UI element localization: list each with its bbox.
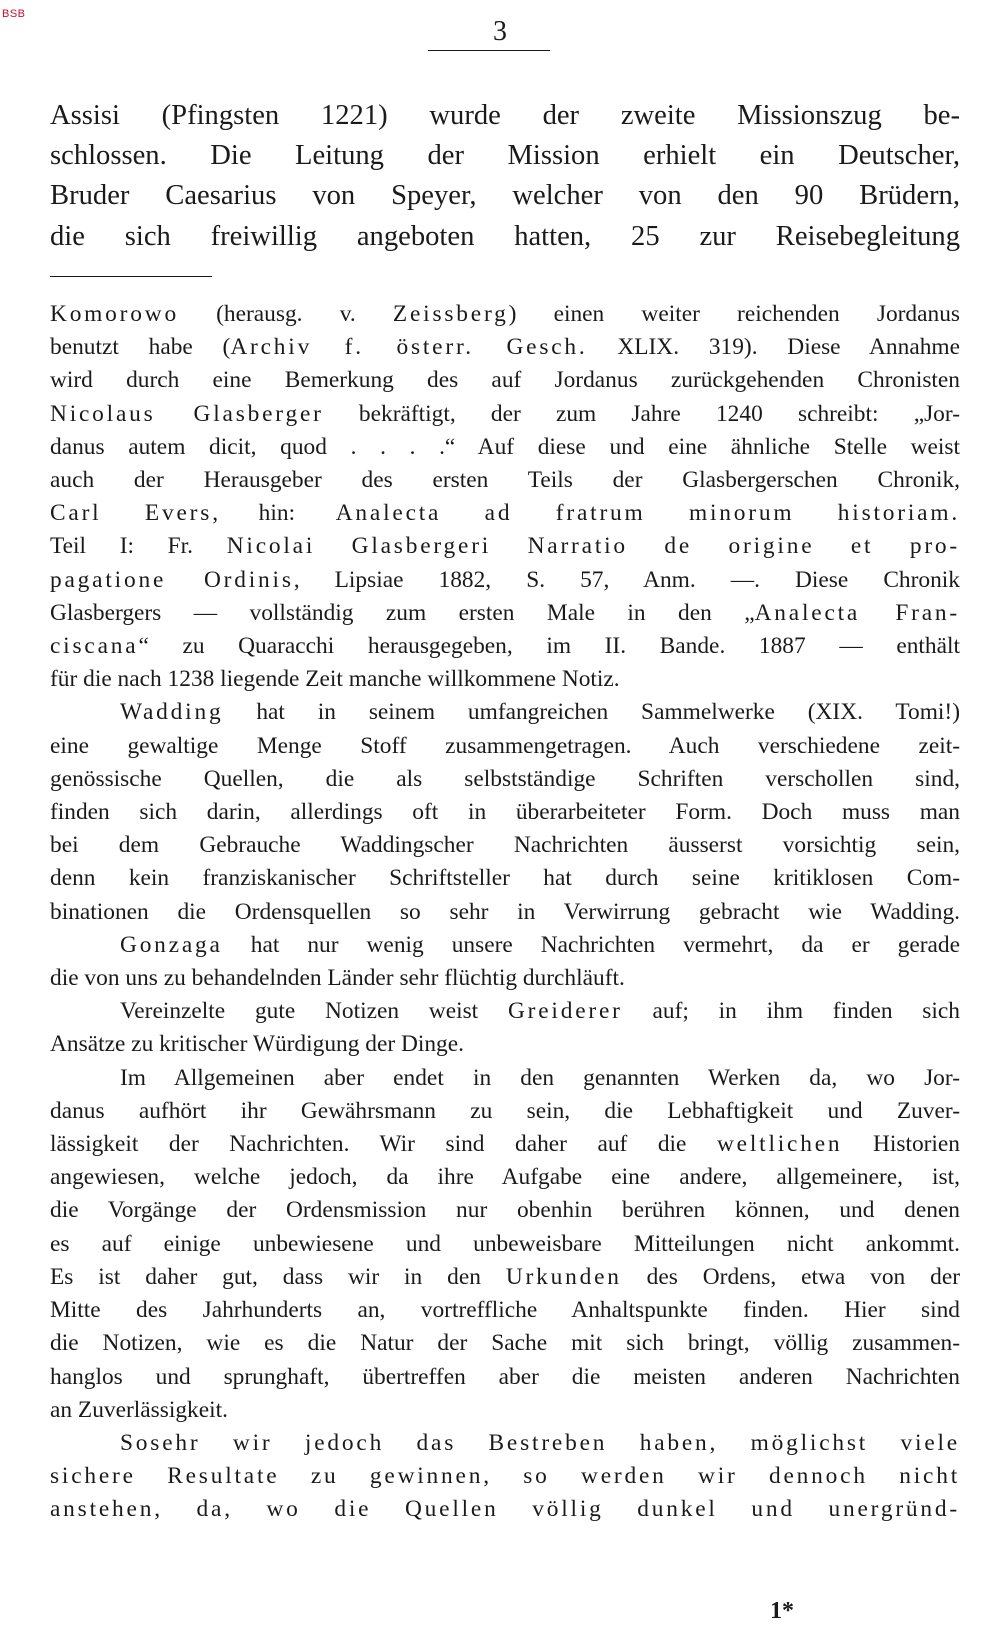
footnote-text-run: , hin:	[212, 500, 336, 527]
footnote-text-run: genössische Quellen, die als selbstständige Schriften verschollen sind,	[50, 765, 960, 792]
footnote-line	[50, 663, 960, 696]
text-line: schlossen. Die Leitung der Mission erhielt ein Deutscher,	[50, 140, 960, 172]
footnote-line	[50, 530, 960, 563]
footnote-text-run: Im Allgemeinen aber endet in den genannten Werken da, wo Jor-	[120, 1064, 960, 1091]
spaced-name: Analecta ad fratrum minorum historiam.	[335, 500, 960, 527]
spaced-name: Greiderer	[507, 998, 623, 1025]
footnote-line	[50, 730, 960, 763]
footnote-line	[50, 331, 960, 364]
footnote-line	[50, 829, 960, 862]
footnote-text-run: Historien	[842, 1131, 960, 1158]
footnote-line	[50, 862, 960, 895]
footnote-text-run: danus aufhört ihr Gewährsmann zu sein, die Lebhaftigkeit und Zuver-	[50, 1097, 960, 1124]
footnote-text-run: (herausg. v.	[178, 301, 393, 327]
footnote-line	[50, 1361, 960, 1394]
footnote-text-run: angewiesen, welche jedoch, da ihre Aufgabe eine andere, allgemeinere, ist,	[50, 1164, 960, 1191]
footnote-line	[50, 398, 960, 431]
footnote-text-run: , Lipsiae 1882, S. 57, Anm. —. Diese Chronik	[293, 566, 960, 593]
footnote-text-run: hanglos und sprunghaft, übertreffen aber die meisten anderen Nachrichten	[50, 1363, 960, 1390]
main-text	[50, 96, 960, 257]
footnote-line	[50, 364, 960, 397]
spaced-name: Carl Evers	[50, 500, 213, 527]
footnote-text-run: binationen die Ordensquellen so sehr in Verwirrung gebracht wie Wadding.	[50, 898, 960, 925]
footnote-text-run: bekräftigt, der zum Jahre 1240 schreibt: „Jor-	[323, 400, 960, 427]
footnote-text-run: es auf einige unbewiesene und unbeweisbare Mitteilungen nicht ankommt.	[50, 1230, 960, 1257]
footnote-text-run: bei dem Gebrauche Waddingscher Nachrichten äusserst vorsichtig sein,	[50, 832, 960, 859]
footnote-line	[50, 763, 960, 796]
footnote-text-run: Glasbergers — vollständig zum ersten Male in den „	[50, 599, 755, 626]
footnote-line	[50, 1161, 960, 1194]
spaced-name: ciscana	[50, 633, 139, 660]
footnote-text-run: für die nach 1238 liegende Zeit manche willkommene Notiz.	[50, 666, 620, 693]
text-line: Assisi (Pfingsten 1221) wurde der zweite Missionszug be-	[50, 100, 960, 131]
footnote-line	[50, 995, 960, 1028]
footnote-text-run: Vereinzelte gute Notizen weist	[120, 998, 508, 1025]
footnote-line	[50, 564, 960, 597]
footnote-text-run: denn kein franziskanischer Schriftsteller hat durch seine kritiklosen Com-	[50, 865, 960, 892]
footnote-line	[50, 929, 960, 962]
footnote-line	[50, 630, 960, 663]
spaced-name: pagatione Ordinis	[50, 566, 294, 593]
footnote-text-run: die Notizen, wie es die Natur der Sache mit sich bringt, völlig zusammen-	[50, 1330, 960, 1357]
footnote-line	[50, 597, 960, 630]
footnote-line	[50, 1427, 960, 1460]
footnote-line	[50, 1028, 960, 1061]
footnote-line	[50, 1460, 960, 1493]
spaced-name: Urkunden	[505, 1263, 622, 1290]
text-line: die sich freiwillig angeboten hatten, 25 zur Reisebegleitung	[50, 220, 960, 252]
footnote-text-run: ) einen weiter reichenden Jordanus	[508, 301, 960, 327]
footnote-line	[50, 1128, 960, 1161]
footnote-text-run: des Ordens, etwa von der	[621, 1263, 960, 1290]
footnote-line	[50, 1228, 960, 1261]
footnote-line	[50, 1261, 960, 1294]
footnote-line	[50, 1062, 960, 1095]
spaced-name: Archiv f. österr. Gesch.	[230, 334, 588, 361]
footnote-text-run: hat nur wenig unsere Nachrichten vermehrt, da er gerade	[222, 931, 960, 958]
watermark-logo: BSB	[2, 8, 26, 20]
spaced-name: Wadding	[120, 699, 224, 726]
footnote-text-run: Es ist daher gut, dass wir in den	[50, 1263, 506, 1290]
spaced-name: sichere Resultate zu gewinnen, so werden wir dennoch nicht	[50, 1463, 960, 1490]
page-number: 3	[493, 16, 507, 47]
footnote-line	[50, 896, 960, 929]
footnote-text-run: finden sich darin, allerdings oft in überarbeiteter Form. Doch muss man	[50, 799, 960, 826]
footnote-text-run: wird durch eine Bemerkung des auf Jordanus zurückgehenden Chronisten	[50, 367, 960, 394]
spaced-name: Analecta Fran-	[754, 599, 960, 626]
spaced-name: anstehen, da, wo die Quellen völlig dunkel und unergründ-	[50, 1496, 960, 1523]
footnote-text-run: “ zu Quaracchi herausgegeben, im II. Bande. 1887 — enthält	[138, 633, 960, 660]
spaced-name: Gonzaga	[120, 931, 223, 958]
footnote-line	[50, 431, 960, 464]
footnote-line	[50, 696, 960, 729]
footnote-text-run: Mitte des Jahrhunderts an, vortreffliche Anhaltspunkte finden. Hier sind	[50, 1297, 960, 1324]
footnote-line	[50, 962, 960, 995]
footnote-text-run: auf; in ihm finden sich	[622, 998, 960, 1025]
footnote-line	[50, 497, 960, 530]
footnote-text-run: auch der Herausgeber des ersten Teils der Glasbergerschen Chronik,	[50, 467, 960, 494]
header-rule	[428, 50, 550, 51]
footnote-text-run: hat in seinem umfangreichen Sammelwerke (XIX. Tomi!)	[223, 699, 960, 726]
footnote-text-run: Ansätze zu kritischer Würdigung der Dinge.	[50, 1031, 464, 1058]
spaced-name: Komorowo	[50, 301, 179, 327]
footnote-text	[50, 298, 960, 1527]
footnote-line	[50, 796, 960, 829]
footnote-line	[50, 1194, 960, 1227]
spaced-name: Nicolaus Glasberger	[50, 400, 324, 427]
footnote-text-run: die Vorgänge der Ordensmission nur obenhin berühren können, und denen	[50, 1197, 960, 1224]
footnote-text-run: an Zuverlässigkeit.	[50, 1396, 228, 1423]
spaced-name: Sosehr wir jedoch das Bestreben haben, möglichst viele	[120, 1429, 960, 1456]
spaced-name: Nicolai Glasbergeri Narratio de origine et pro-	[226, 533, 960, 560]
footnote-line	[50, 1294, 960, 1327]
spaced-name: Zeissberg	[392, 301, 509, 327]
footnote-text-run: benutzt habe (	[50, 334, 231, 361]
footnote-line	[50, 1394, 960, 1427]
signature-mark: 1*	[770, 1598, 794, 1624]
footnote-text-run: Teil I: Fr.	[50, 533, 227, 560]
footnote-text-run: lässigkeit der Nachrichten. Wir sind daher auf die	[50, 1131, 717, 1158]
footnote-line	[50, 1493, 960, 1526]
footnote-line	[50, 298, 960, 331]
footnote-text-run: die von uns zu behandelnden Länder sehr flüchtig durchläuft.	[50, 965, 625, 992]
footnote-line	[50, 1327, 960, 1360]
footnote-text-run: danus autem dicit, quod . . . .“ Auf diese und eine ähnliche Stelle weist	[50, 433, 960, 460]
footnote-rule	[50, 276, 212, 277]
text-line: Bruder Caesarius von Speyer, welcher von den 90 Brüdern,	[50, 180, 960, 212]
footnote-line	[50, 1095, 960, 1128]
footnote-text-run: XLIX. 319). Diese Annahme	[587, 334, 960, 361]
spaced-name: weltlichen	[716, 1131, 843, 1158]
footnote-text-run: eine gewaltige Menge Stoff zusammengetragen. Auch verschiedene zeit-	[50, 732, 960, 759]
footnote-line	[50, 464, 960, 497]
